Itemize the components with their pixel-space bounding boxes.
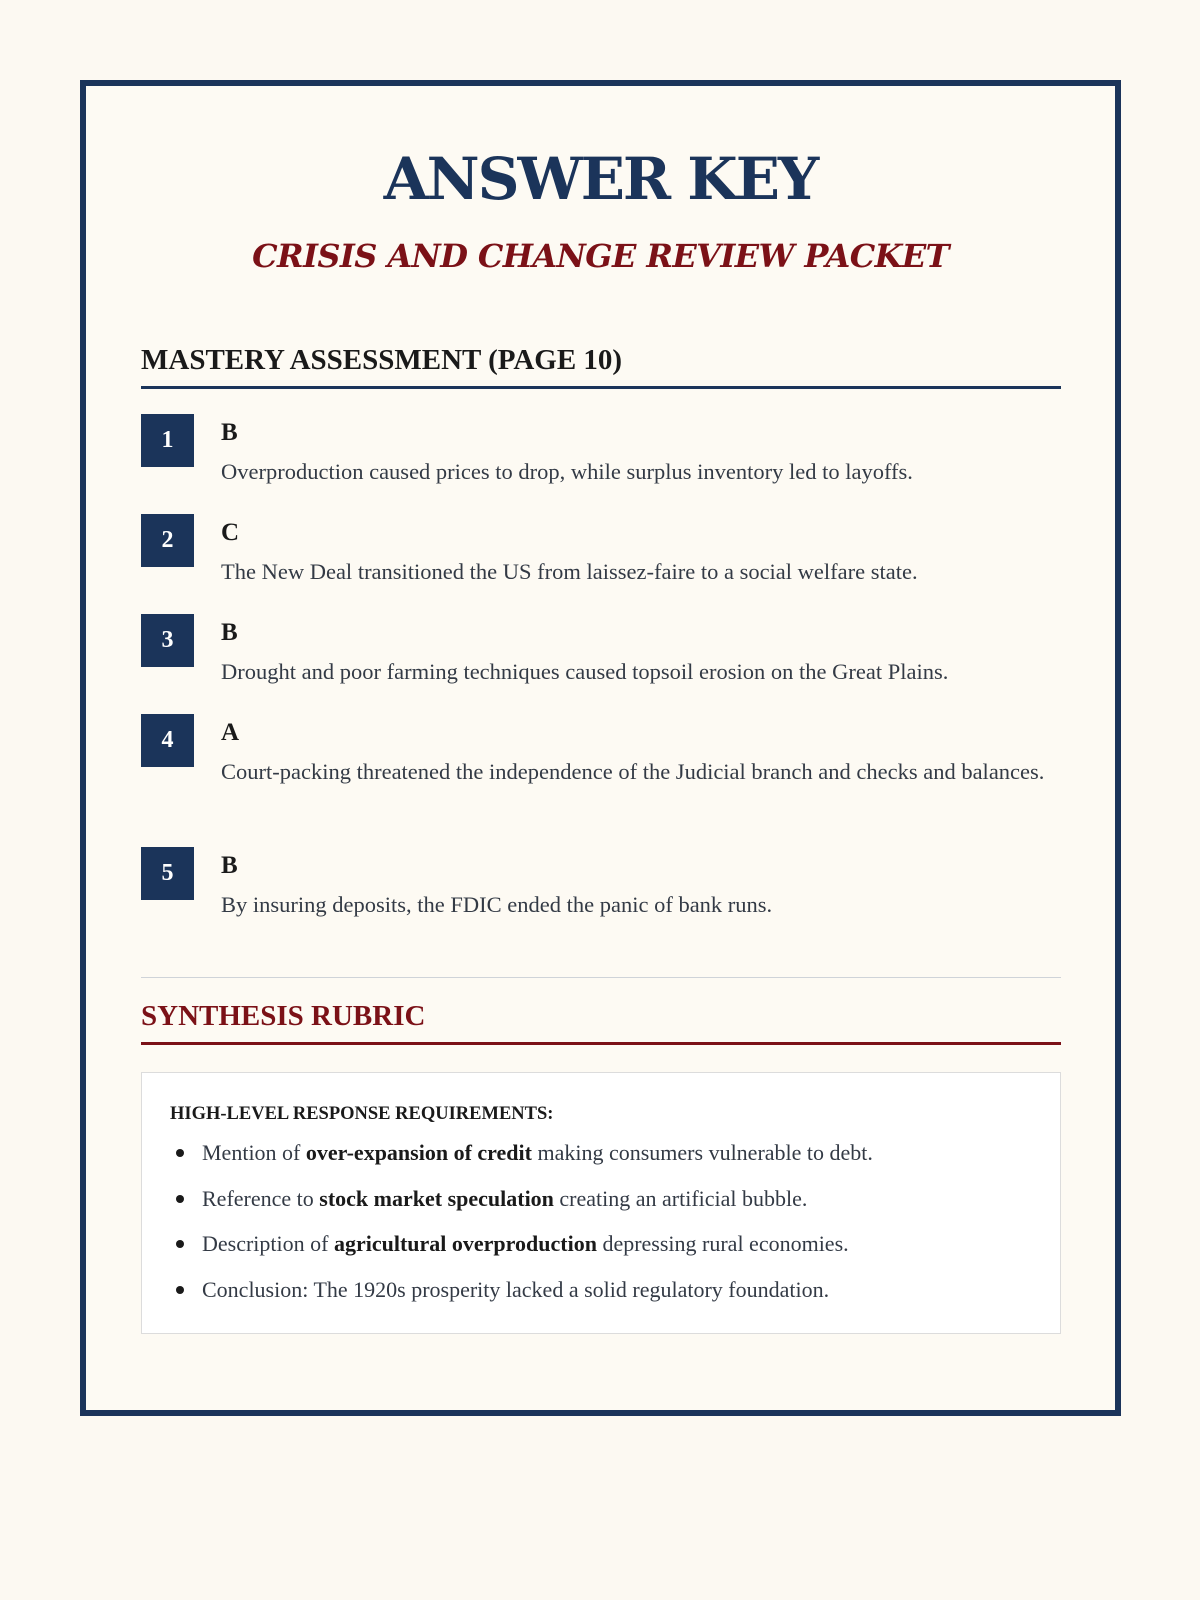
requirements-title: HIGH-LEVEL RESPONSE REQUIREMENTS:	[170, 1104, 554, 1124]
bullet-icon	[176, 1195, 184, 1203]
synthesis-rubric-heading: SYNTHESIS RUBRIC	[141, 1000, 426, 1032]
requirement-text-prefix: Conclusion: The 1920s prosperity lacked a solid regulatory foundation.	[202, 1276, 830, 1302]
answer-letter: C	[221, 519, 240, 546]
question-number-badge: 3	[141, 614, 194, 667]
answer-letter: B	[221, 419, 238, 446]
question-number-badge: 4	[141, 714, 194, 767]
requirement-text-prefix: Reference to	[202, 1185, 320, 1211]
answer-letter: B	[221, 619, 238, 646]
answer-explanation: Overproduction caused prices to drop, while surplus inventory led to layoffs.	[221, 459, 913, 484]
requirement-key-term: over-expansion of credit	[305, 1140, 532, 1165]
requirement-text-prefix: Description of	[202, 1231, 334, 1256]
mastery-heading-underline	[141, 386, 1061, 389]
question-number-badge: 5	[141, 847, 194, 900]
question-number-badge: 2	[141, 514, 194, 567]
requirement-key-term: stock market speculation	[319, 1185, 554, 1211]
rubric-requirements-box	[141, 1072, 1061, 1334]
answer-explanation: Drought and poor farming techniques caused topsoil erosion on the Great Plains.	[221, 659, 949, 684]
requirement-text-suffix: creating an artificial bubble.	[553, 1185, 808, 1211]
requirement-item	[170, 1271, 1040, 1317]
bullet-icon	[176, 1240, 184, 1248]
page-subtitle: CRISIS AND CHANGE REVIEW PACKET	[252, 237, 949, 275]
answer-explanation: The New Deal transitioned the US from laissez-faire to a social welfare state.	[221, 559, 918, 584]
requirement-item	[170, 1180, 1040, 1226]
requirement-text-suffix: making consumers vulnerable to debt.	[531, 1140, 873, 1165]
requirements-list	[170, 1134, 1040, 1316]
requirement-item	[170, 1134, 1040, 1180]
bullet-icon	[176, 1286, 184, 1294]
section-divider	[141, 977, 1061, 978]
bullet-icon	[176, 1149, 184, 1157]
answer-explanation: By insuring deposits, the FDIC ended the panic of bank runs.	[221, 892, 773, 917]
rubric-heading-underline	[141, 1042, 1061, 1045]
answer-key-page	[80, 80, 1121, 1416]
requirement-text-prefix: Mention of	[202, 1140, 306, 1165]
answer-explanation: Court-packing threatened the independence of the Judicial branch and checks and balances.	[221, 759, 1045, 784]
mastery-assessment-heading: MASTERY ASSESSMENT (PAGE 10)	[141, 344, 623, 376]
answer-letter: B	[221, 852, 238, 879]
question-number-badge: 1	[141, 414, 194, 467]
requirement-item	[170, 1225, 1040, 1271]
requirement-key-term: agricultural overproduction	[333, 1231, 597, 1256]
page-title: ANSWER KEY	[383, 145, 818, 213]
requirement-text-suffix: depressing rural economies.	[596, 1231, 849, 1256]
answer-letter: A	[221, 719, 240, 746]
